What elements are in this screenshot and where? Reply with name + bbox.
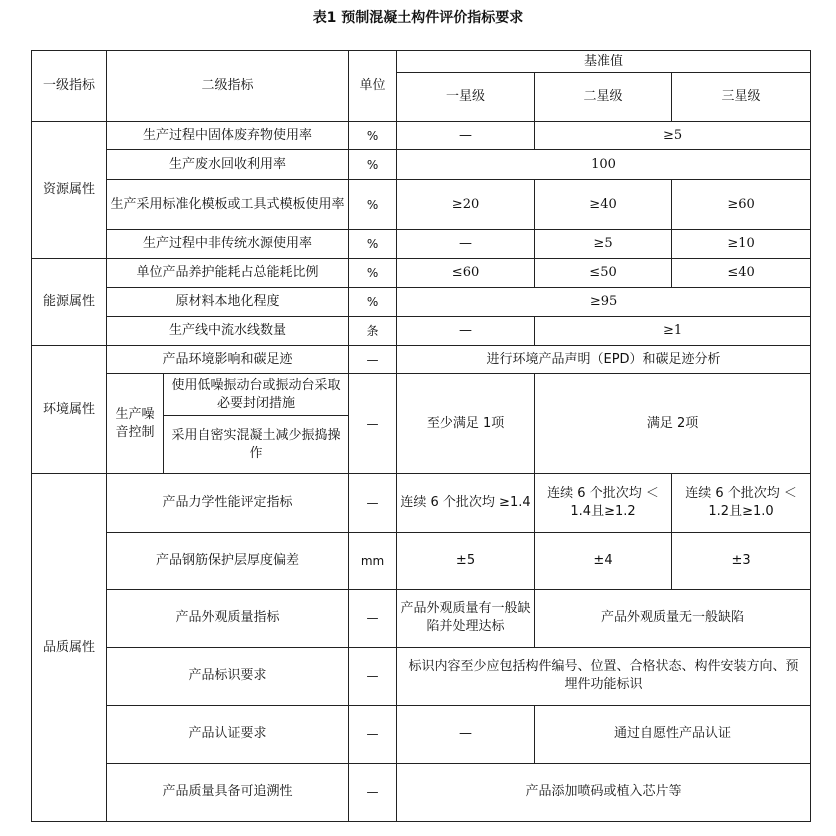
table-row	[32, 374, 811, 416]
unit-cell: %	[349, 122, 397, 150]
table-row	[32, 288, 811, 317]
category-resource: 资源属性	[32, 122, 107, 259]
star1-value: 至少满足 1项	[397, 374, 535, 474]
star2-value: ±4	[535, 532, 672, 589]
indicator-name: 产品质量具备可追溯性	[107, 763, 349, 821]
all-stars-value: 100	[397, 150, 811, 180]
all-stars-value: 产品添加喷码或植入芯片等	[397, 763, 811, 821]
star23-value: ≥5	[535, 122, 811, 150]
header-star2: 二星级	[535, 73, 672, 122]
evaluation-table	[31, 50, 811, 822]
table-row	[32, 647, 811, 705]
header-star1: 一星级	[397, 73, 535, 122]
star23-value: ≥1	[535, 317, 811, 346]
header-unit: 单位	[349, 51, 397, 122]
table-row	[32, 259, 811, 288]
indicator-name: 单位产品养护能耗占总能耗比例	[107, 259, 349, 288]
indicator-name: 产品力学性能评定指标	[107, 474, 349, 532]
table-row	[32, 346, 811, 374]
table-row	[32, 230, 811, 259]
star23-value: 通过自愿性产品认证	[535, 705, 811, 763]
unit-cell: %	[349, 230, 397, 259]
unit-cell: —	[349, 763, 397, 821]
unit-cell: —	[349, 374, 397, 474]
star3-value: ±3	[672, 532, 811, 589]
star3-value: ≥60	[672, 180, 811, 230]
unit-cell: —	[349, 705, 397, 763]
all-stars-value: ≥95	[397, 288, 811, 317]
star1-value: 产品外观质量有一般缺陷并处理达标	[397, 589, 535, 647]
header-baseline: 基准值	[397, 51, 811, 73]
all-stars-value: 标识内容至少应包括构件编号、位置、合格状态、构件安装方向、预埋件功能标识	[397, 647, 811, 705]
unit-cell: %	[349, 288, 397, 317]
table-row	[32, 705, 811, 763]
category-quality: 品质属性	[32, 474, 107, 822]
indicator-name: 生产过程中固体废弃物使用率	[107, 122, 349, 150]
table-row	[32, 589, 811, 647]
table-row	[32, 763, 811, 821]
unit-cell: %	[349, 180, 397, 230]
category-energy: 能源属性	[32, 259, 107, 346]
unit-cell: %	[349, 150, 397, 180]
header-level2: 二级指标	[107, 51, 349, 122]
star1-value: —	[397, 317, 535, 346]
indicator-name: 产品钢筋保护层厚度偏差	[107, 532, 349, 589]
indicator-name: 生产废水回收利用率	[107, 150, 349, 180]
all-stars-value: 进行环境产品声明（EPD）和碳足迹分析	[397, 346, 811, 374]
star3-value: ≥10	[672, 230, 811, 259]
unit-cell: %	[349, 259, 397, 288]
noise-sub-indicator-1: 使用低噪振动台或振动台采取必要封闭措施	[164, 374, 349, 416]
star1-value: —	[397, 230, 535, 259]
unit-cell: —	[349, 474, 397, 532]
star1-value: 连续 6 个批次均 ≥1.4	[397, 474, 535, 532]
unit-cell: 条	[349, 317, 397, 346]
header-star3: 三星级	[672, 73, 811, 122]
indicator-name: 产品认证要求	[107, 705, 349, 763]
category-environment: 环境属性	[32, 346, 107, 474]
unit-cell: mm	[349, 532, 397, 589]
header-row	[32, 51, 811, 73]
unit-cell: —	[349, 346, 397, 374]
star2-value: 连续 6 个批次均 ＜1.4且≥1.2	[535, 474, 672, 532]
unit-cell: —	[349, 647, 397, 705]
indicator-name: 产品标识要求	[107, 647, 349, 705]
table-row	[32, 317, 811, 346]
table-title: 表1 预制混凝土构件评价指标要求	[312, 10, 524, 26]
star3-value: 连续 6 个批次均 ＜1.2且≥1.0	[672, 474, 811, 532]
table-row	[32, 150, 811, 180]
header-level1: 一级指标	[32, 51, 107, 122]
star23-value: 满足 2项	[535, 374, 811, 474]
table-row	[32, 474, 811, 532]
indicator-name: 生产过程中非传统水源使用率	[107, 230, 349, 259]
star1-value: ±5	[397, 532, 535, 589]
noise-control-label: 生产噪音控制	[107, 374, 164, 474]
star1-value: ≤60	[397, 259, 535, 288]
table-row	[32, 122, 811, 150]
table-row	[32, 180, 811, 230]
star1-value: ≥20	[397, 180, 535, 230]
unit-cell: —	[349, 589, 397, 647]
table-row	[32, 532, 811, 589]
indicator-name: 产品外观质量指标	[107, 589, 349, 647]
star1-value: —	[397, 122, 535, 150]
star2-value: ≥40	[535, 180, 672, 230]
indicator-name: 生产线中流水线数量	[107, 317, 349, 346]
star3-value: ≤40	[672, 259, 811, 288]
star1-value: —	[397, 705, 535, 763]
star23-value: 产品外观质量无一般缺陷	[535, 589, 811, 647]
star2-value: ≥5	[535, 230, 672, 259]
indicator-name: 产品环境影响和碳足迹	[107, 346, 349, 374]
star2-value: ≤50	[535, 259, 672, 288]
noise-sub-indicator-2: 采用自密实混凝土减少振捣操作	[164, 416, 349, 474]
indicator-name: 生产采用标准化模板或工具式模板使用率	[107, 180, 349, 230]
indicator-name: 原材料本地化程度	[107, 288, 349, 317]
